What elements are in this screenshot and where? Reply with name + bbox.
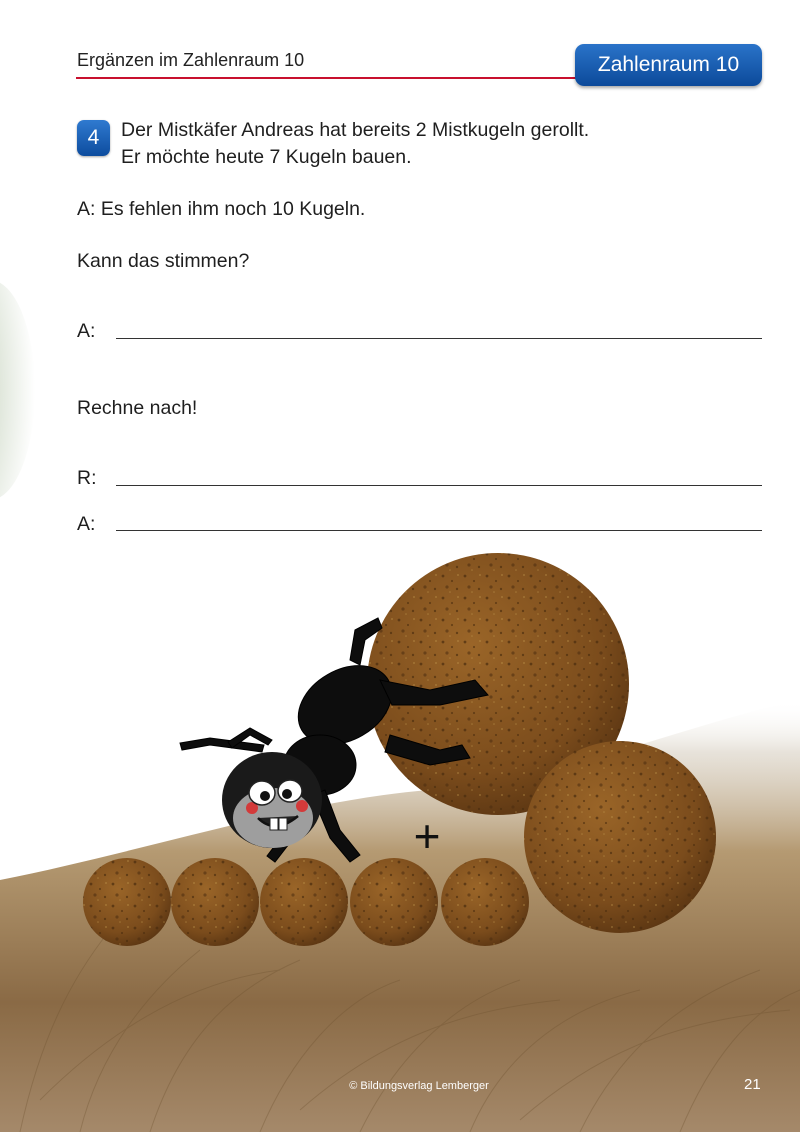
instruction-text: Rechne nach! [77, 397, 198, 419]
answer-label-2: A: [77, 513, 96, 535]
answer-line-2[interactable] [116, 530, 762, 531]
answer-label-1: A: [77, 320, 96, 342]
task-number: 4 [77, 120, 110, 156]
question-text: Kann das stimmen? [77, 250, 250, 272]
calc-label: R: [77, 467, 97, 489]
header-rule [76, 77, 596, 79]
plus-sign: + [413, 810, 441, 862]
calc-line[interactable] [116, 485, 762, 486]
page-number: 21 [744, 1076, 761, 1093]
task-text-line-1: Der Mistkäfer Andreas hat bereits 2 Mistkugeln gerollt. [121, 119, 590, 141]
beetle-face [222, 752, 322, 848]
copyright: © Bildungsverlag Lemberger [349, 1080, 489, 1092]
claim-text: A: Es fehlen ihm noch 10 Kugeln. [77, 198, 366, 220]
topic-badge: Zahlenraum 10 [575, 44, 762, 86]
task-text-line-2: Er möchte heute 7 Kugeln bauen. [121, 146, 412, 168]
answer-line-1[interactable] [116, 338, 762, 339]
header-title: Ergänzen im Zahlenraum 10 [77, 50, 305, 70]
small-balls-row [83, 858, 529, 946]
